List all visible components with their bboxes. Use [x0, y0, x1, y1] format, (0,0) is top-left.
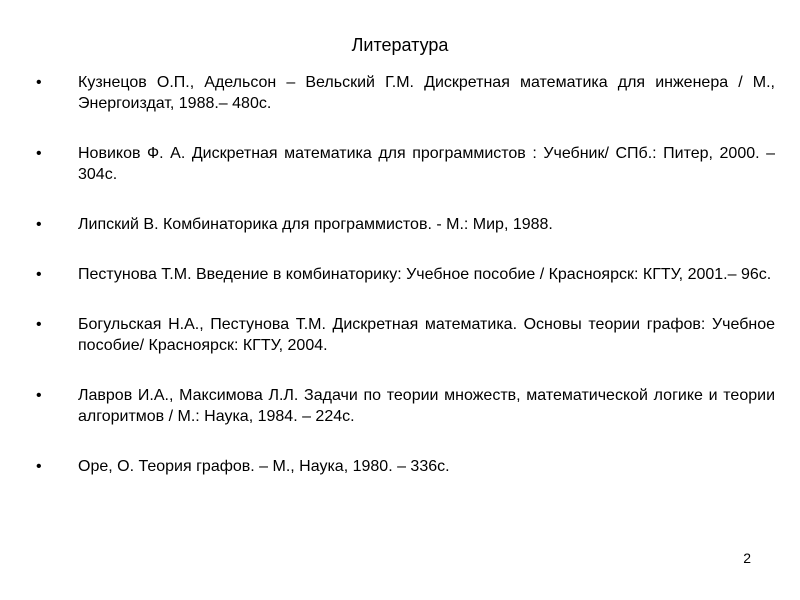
reference-text: Пестунова Т.М. Введение в комбинаторику: Учебное пособие / Красноярск: КГТУ, 2001.– 96с. [78, 266, 772, 283]
bullet-icon: • [36, 74, 42, 91]
reference-item [0, 72, 800, 114]
page-number: 2 [743, 550, 751, 566]
reference-item [0, 264, 800, 285]
reference-text: Оре, О. Теория графов. – М., Наука, 1980. – 336с. [78, 458, 450, 475]
reference-text: Новиков Ф. А. Дискретная математика для программистов : Учебник/ СПб.: Питер, 2000. – 304с. [78, 145, 775, 183]
references-list [0, 72, 800, 506]
bullet-icon: • [36, 266, 42, 283]
reference-text: Богульская Н.А., Пестунова Т.М. Дискретная математика. Основы теории графов: Учебное пособие/ Красноярск: КГТУ, 2004. [78, 316, 775, 354]
bullet-icon: • [36, 145, 42, 162]
reference-item [0, 314, 800, 356]
reference-item [0, 214, 800, 235]
reference-item [0, 456, 800, 477]
bullet-icon: • [36, 458, 42, 475]
bullet-icon: • [36, 316, 42, 333]
bullet-icon: • [36, 387, 42, 404]
reference-item [0, 143, 800, 185]
reference-text: Лавров И.А., Максимова Л.Л. Задачи по теории множеств, математической логике и теории алгоритмов / М.: Наука, 1984. – 224с. [78, 387, 775, 425]
bullet-icon: • [36, 216, 42, 233]
reference-text: Липский В. Комбинаторика для программистов. - М.: Мир, 1988. [78, 216, 553, 233]
reference-text: Кузнецов О.П., Адельсон – Вельский Г.М. Дискретная математика для инженера / М., Энергоиздат, 1988.– 480с. [78, 74, 775, 112]
slide-title: Литература [351, 35, 449, 55]
reference-item [0, 385, 800, 427]
